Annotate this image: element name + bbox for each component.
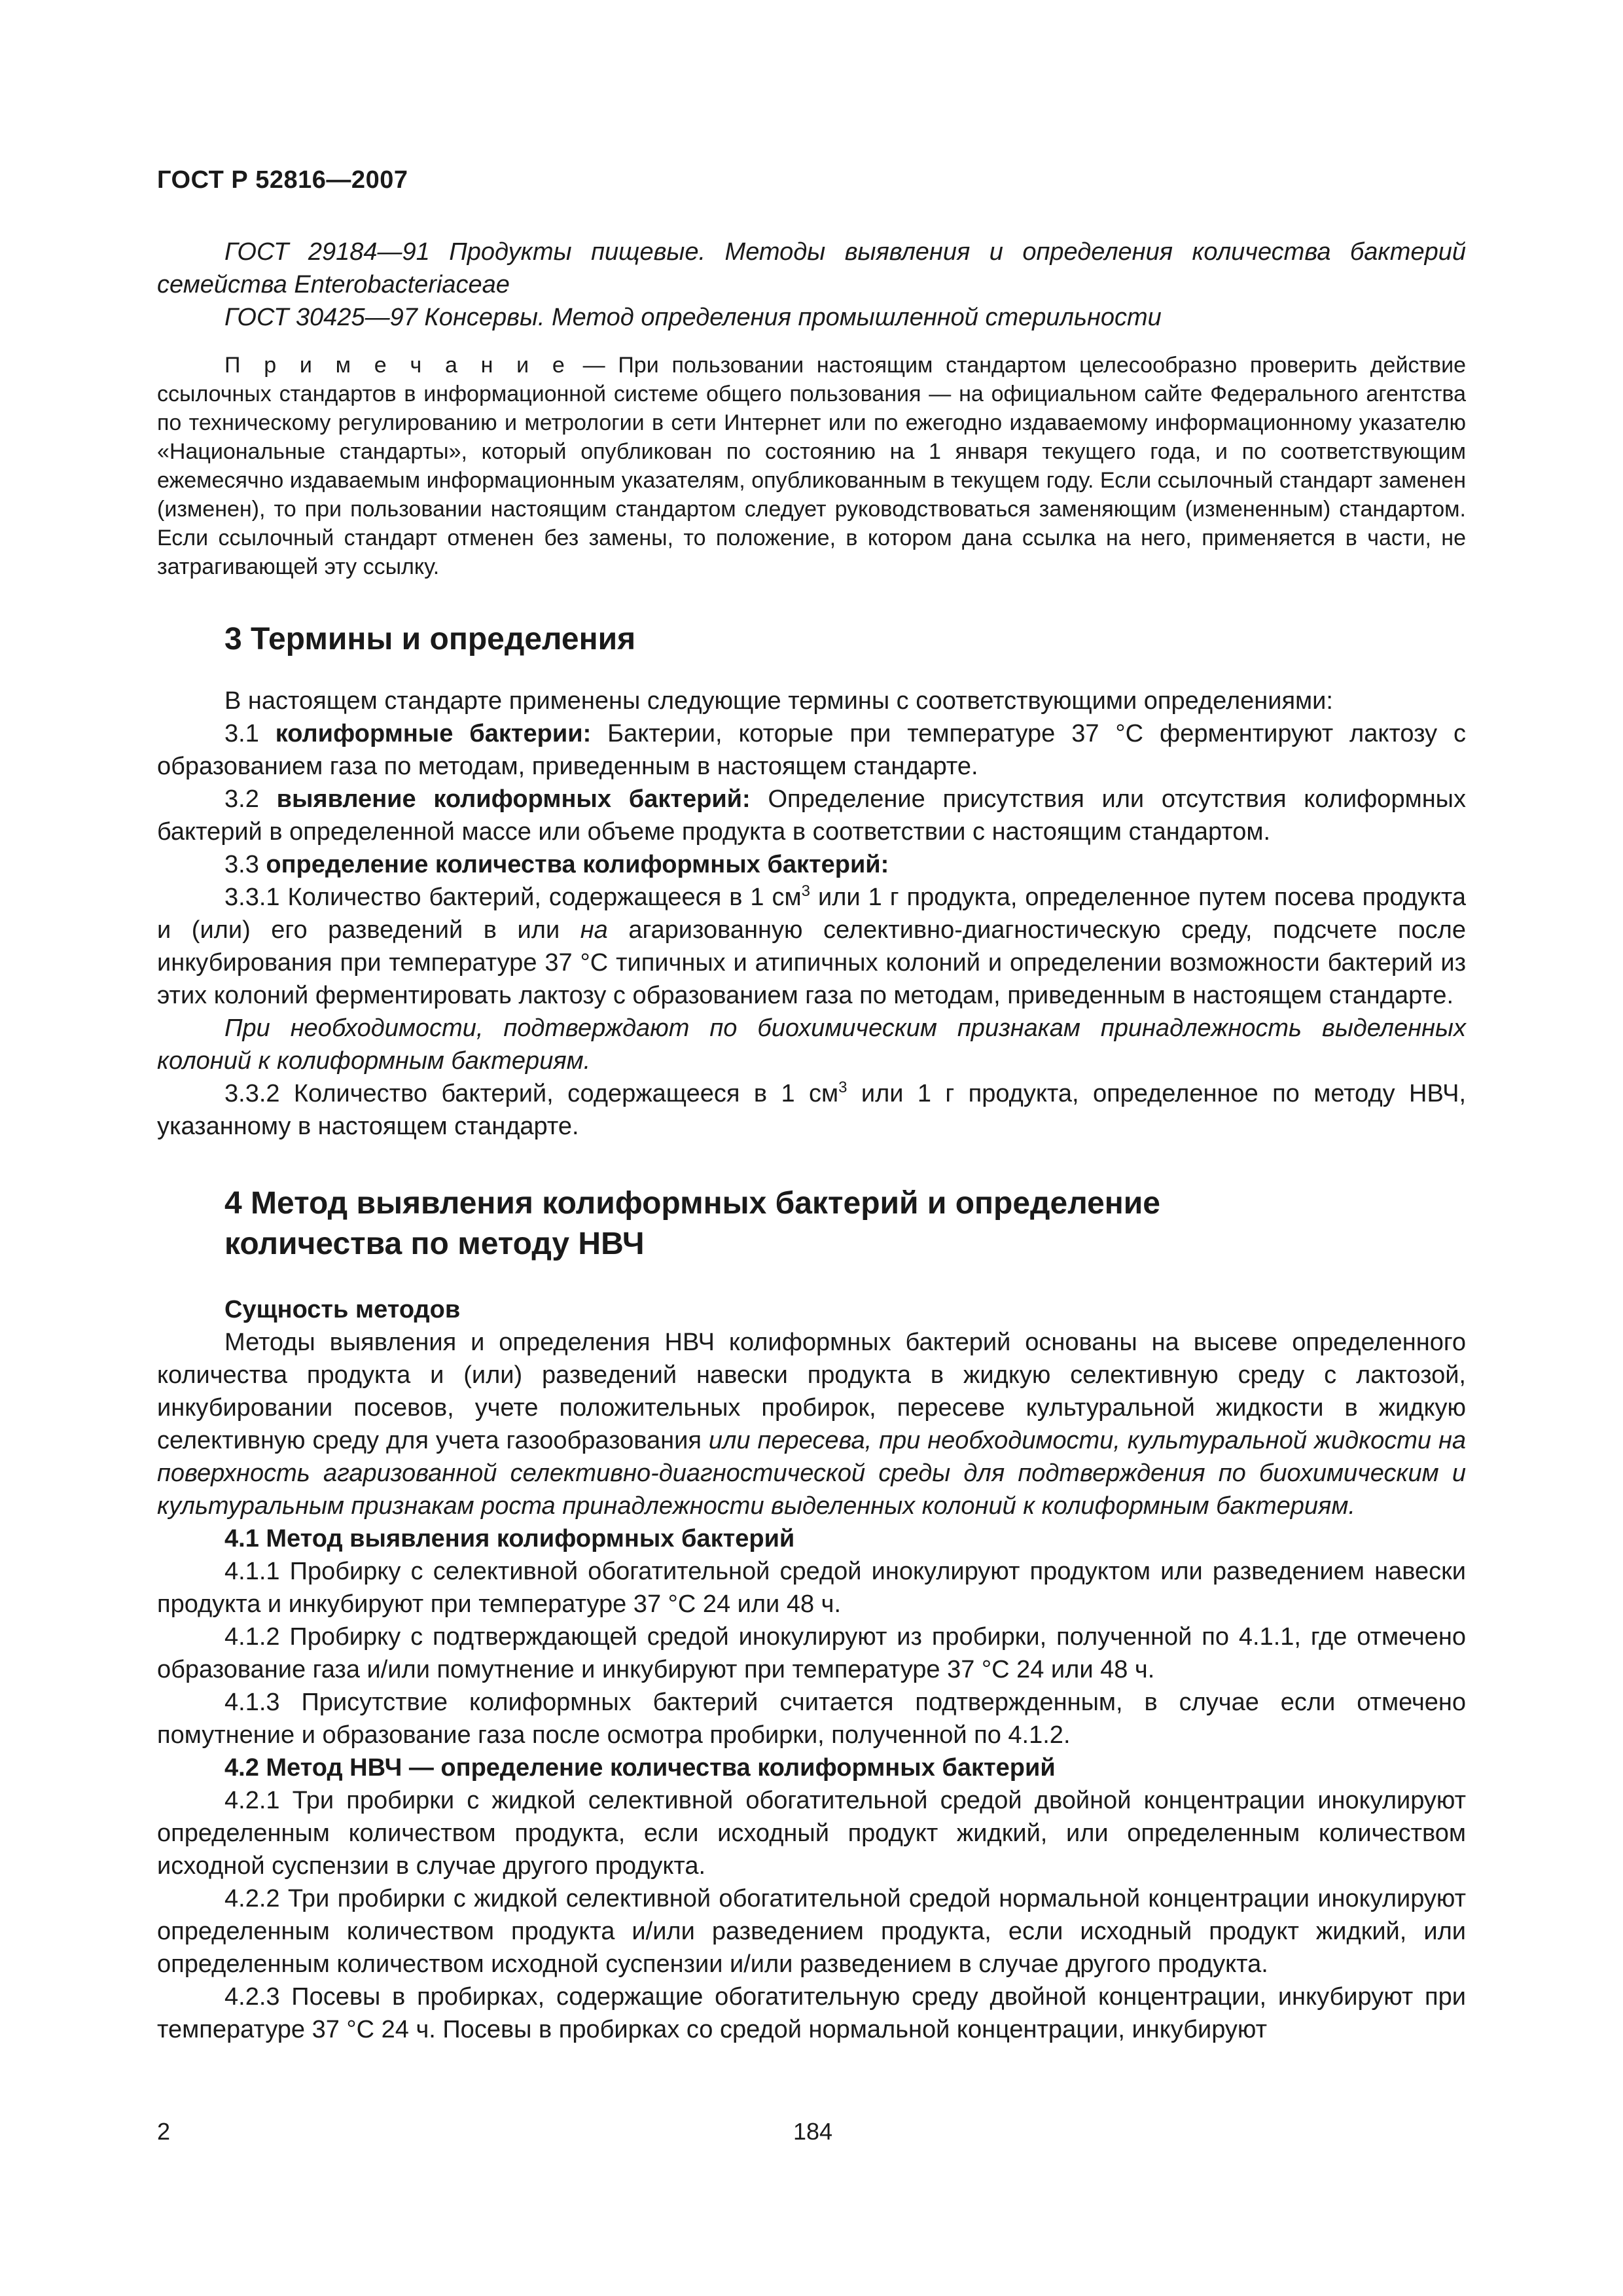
page-number-left: 2 [157,2118,171,2145]
term-definition: Определение присутствия или отсутствия колиформных бактерий в определенной массе или объеме продукта в соответствии с настоящим стандартом. [157,785,1466,846]
subsection-4-2-title: 4.2 Метод НВЧ — определение количества колиформных бактерий [224,1754,1056,1782]
page-content [157,236,1466,2046]
essence-text: Методы выявления и определения НВЧ колиформных бактерий основаны на высеве определенного количества продукта и (или) разведений навески продукта в жидкую селективную среду с лактозой, инкубировании посевов, учете положительных пробирок, пересеве культуральной жидкости в жидкую селективную среду для учета газообразования [157,1329,1466,1454]
term-number: 3.2 [224,785,277,813]
term-3-3-1 [157,881,1466,1012]
reference-item: ГОСТ 29184—91 Продукты пищевые. Методы выявления и определения количества бактерий семейства Enterobacteriaceae [157,238,1466,298]
clause-4-2-1: 4.2.1 Три пробирки с жидкой селективной обогатительной средой двойной концентрации инокулируют определенным количеством продукта, если исходный продукт жидкий, или определенным количеством исходной суспензии в случае другого продукта. [157,1787,1466,1880]
term-3-2 [157,783,1466,848]
essence-italic: или пересева, при необходимости, культуральной жидкости на поверхность агаризованной селективно-диагностической среды для подтверждения по биохимическим и культуральным признакам роста принадлежности выделенных колоний к колиформным бактериям. [157,1427,1466,1520]
term-3-3 [157,848,1466,881]
term-3-3-1-note: При необходимости, подтверждают по биохимическим признакам принадлежность выделенных колоний к колиформным бактериям. [157,1014,1466,1075]
page-number-center: 184 [793,2118,833,2145]
definition-text: 3.3.1 Количество бактерий, содержащееся в 1 см [224,884,802,911]
definition-text: 3.3.2 Количество бактерий, содержащееся в 1 см [224,1080,839,1107]
term-name: колиформные бактерии: [275,720,592,747]
definition-text: агаризованную селективно-диагностическую среду, подсчете после инкубирования при температуре 37 °С типичных и атипичных колоний и определении возможности бактерий из этих колоний ферментировать лактозу с образованием газа по методам, приведенным в настоящем стандарте. [157,916,1466,1009]
note-paragraph [157,351,1466,581]
definition-italic: на [580,916,608,944]
document-code-header: ГОСТ Р 52816—2007 [157,166,408,194]
superscript: 3 [801,882,810,900]
term-name: выявление колиформных бактерий: [276,785,751,813]
definition-text: или 1 г продукта, определенное по методу НВЧ, указанному в настоящем стандарте. [157,1080,1467,1140]
term-name: определение количества колиформных бактерий: [266,851,889,878]
note-text: — При пользовании настоящим стандартом целесообразно проверить действие ссылочных стандартов в информационной системе общего пользования — на официальном сайте Федерального агентства по техническому регулированию и метрологии в сети Интернет или по ежегодно издаваемому информационному указателю «Национальные стандарты», который опубликован по состоянию на 1 января текущего года, и по соответствующим ежемесячно издаваемым информационным указателям, опубликованным в текущем году. Если ссылочный стандарт заменен (изменен), то при пользовании настоящим стандартом следует руководствоваться заменяющим (измененным) стандартом. Если ссылочный стандарт отменен без замены, то положение, в котором дана ссылка на него, применяется в части, не затрагивающей эту ссылку. [157,353,1466,579]
clause-4-1-1: 4.1.1 Пробирку с селективной обогатительной средой инокулируют продуктом или разведением навески продукта и инкубируют при температуре 37 °С 24 или 48 ч. [157,1558,1466,1618]
term-3-1 [157,717,1466,783]
note-label: П р и м е ч а н и е [224,353,570,378]
clause-4-1-2: 4.1.2 Пробирку с подтверждающей средой инокулируют из пробирки, полученной по 4.1.1, где отмечено образование газа и/или помутнение и инкубируют при температуре 37 °С 24 или 48 ч. [157,1623,1466,1683]
definition-text: или 1 г продукта, определенное путем посева продукта и (или) его разведений в или [157,884,1466,944]
subsection-4-1-title: 4.1 Метод выявления колиформных бактерий [224,1525,795,1552]
section-3-heading: 3 Термины и определения [224,622,636,656]
term-number: 3.3 [224,851,266,878]
clause-4-1-3: 4.1.3 Присутствие колиформных бактерий считается подтвержденным, в случае если отмечено помутнение и образование газа после осмотра пробирки, полученной по 4.1.2. [157,1689,1466,1749]
term-definition: Бактерии, которые при температуре 37 °С ферментируют лактозу с образованием газа по методам, приведенным в настоящем стандарте. [157,720,1467,780]
essence-title: Сущность методов [224,1296,461,1323]
normative-references [157,236,1466,334]
reference-item: ГОСТ 30425—97 Консервы. Метод определения промышленной стерильности [224,304,1162,331]
clause-4-2-2: 4.2.2 Три пробирки с жидкой селективной обогатительной средой нормальной концентрации инокулируют определенным количеством продукта и/или разведением продукта, если исходный продукт жидкий, или определенным количеством исходной суспензии и/или разведением в случае другого продукта. [157,1885,1466,1978]
term-3-3-2 [157,1077,1466,1143]
superscript: 3 [838,1079,847,1096]
clause-4-2-3: 4.2.3 Посевы в пробирках, содержащие обогатительную среду двойной концентрации, инкубируют при температуре 37 °С 24 ч. Посевы в пробирках со средой нормальной концентрации, инкубируют [157,1983,1466,2043]
term-number: 3.1 [224,720,276,747]
essence-paragraph [157,1326,1466,1522]
section-3-intro: В настоящем стандарте применены следующие термины с соответствующими определениями: [224,687,1333,715]
section-4-heading: 4 Метод выявления колиформных бактерий и определение количества по методу НВЧ [224,1186,1160,1261]
